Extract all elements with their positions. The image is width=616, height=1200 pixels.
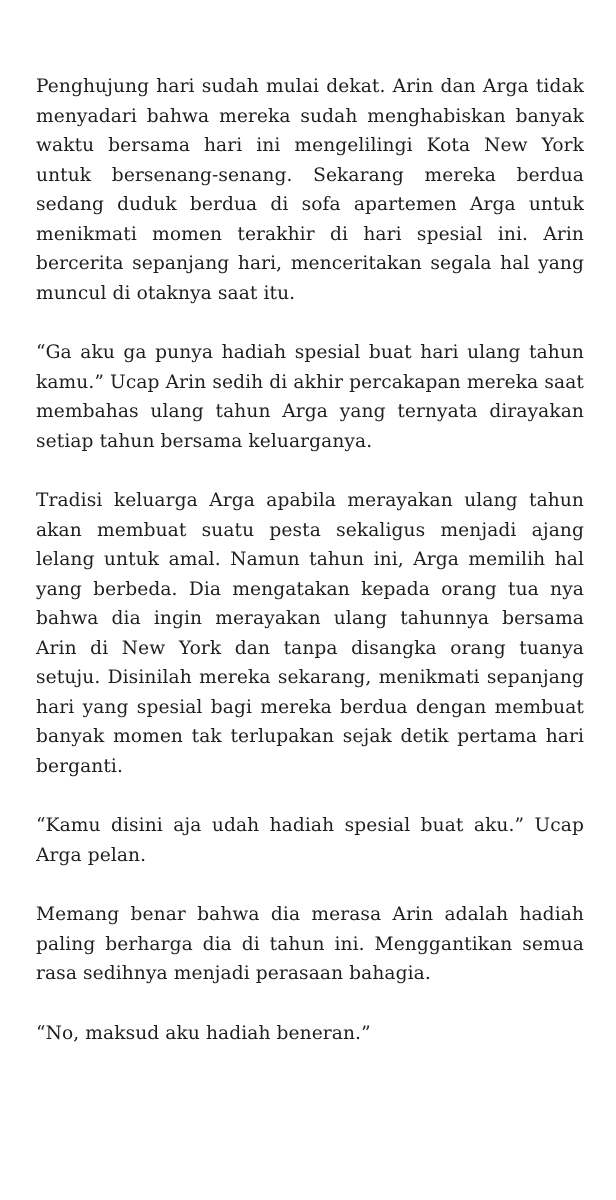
paragraph-4-dialogue: “Kamu disini aja udah hadiah spesial buat aku.” Ucap Arga pelan.	[36, 815, 584, 866]
paragraph-3: Tradisi keluarga Arga apabila merayakan ulang tahun akan membuat suatu pesta sekaligus menjadi ajang lelang untuk amal. Namun tahun ini, Arga memilih hal yang berbeda. Dia mengatakan kepada orang tua nya bahwa dia ingin merayakan ulang tahunnya bersama Arin di New York dan tanpa disangka orang tuanya setuju. Disinilah mereka sekarang, menikmati sepanjang hari yang spesial bagi mereka berdua dengan membuat banyak momen tak terlupakan sejak detik pertama hari berganti.	[36, 490, 584, 777]
paragraph-2-dialogue: “Ga aku ga punya hadiah spesial buat hari ulang tahun kamu.” Ucap Arin sedih di akhir percakapan mereka saat membahas ulang tahun Arga yang ternyata dirayakan setiap tahun bersama keluarganya.	[36, 342, 584, 452]
story-text-body	[36, 72, 584, 1048]
paragraph-6-dialogue: “No, maksud aku hadiah beneran.”	[36, 1022, 371, 1044]
paragraph-1: Penghujung hari sudah mulai dekat. Arin dan Arga tidak menyadari bahwa mereka sudah menghabiskan banyak waktu bersama hari ini mengelilingi Kota New York untuk bersenang-senang. Sekarang mereka berdua sedang duduk berdua di sofa apartemen Arga untuk menikmati momen terakhir di hari spesial ini. Arin bercerita sepanjang hari, menceritakan segala hal yang muncul di otaknya saat itu.	[36, 76, 584, 304]
paragraph-5: Memang benar bahwa dia merasa Arin adalah hadiah paling berharga dia di tahun ini. Menggantikan semua rasa sedihnya menjadi perasaan bahagia.	[36, 904, 584, 984]
